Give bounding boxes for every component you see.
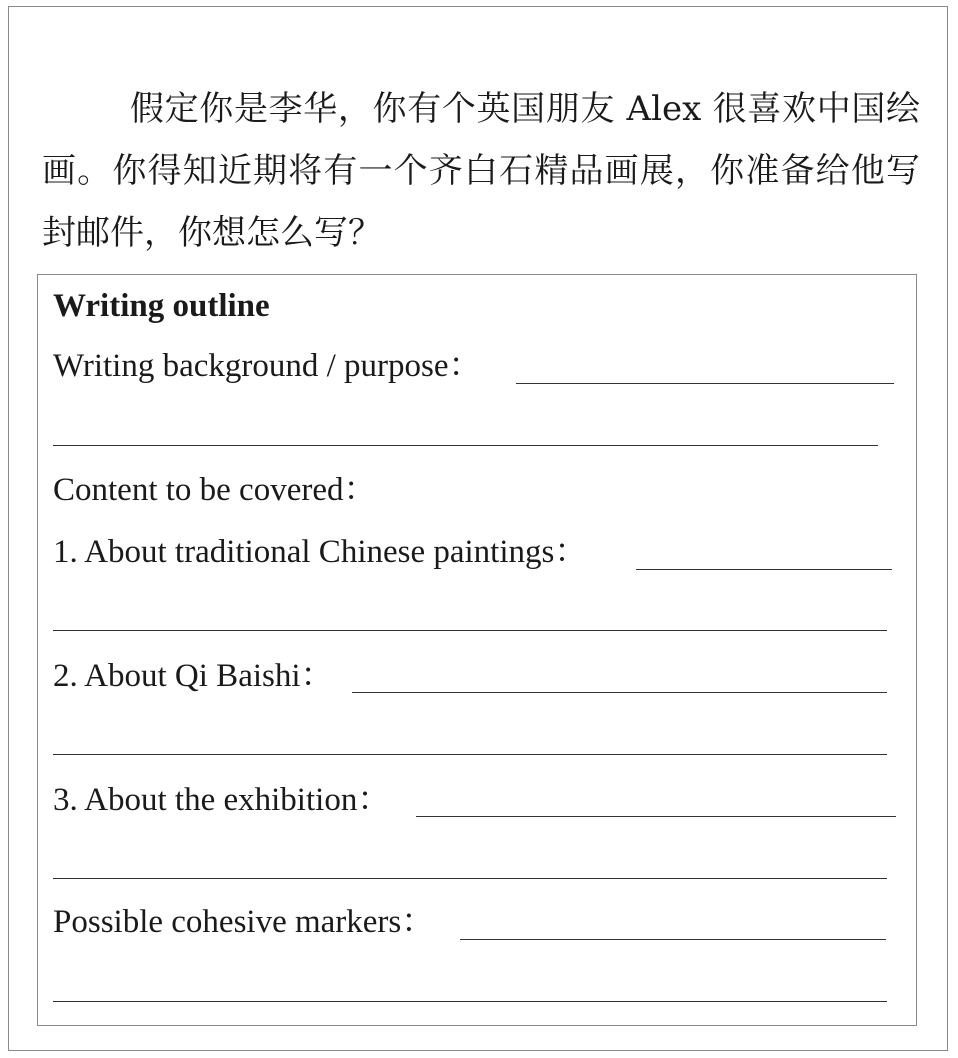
item2-label: 2. About Qi Baishi： <box>53 658 334 694</box>
item3-answer-line-1[interactable] <box>416 816 896 817</box>
item1-label: 1. About traditional Chinese paintings： <box>53 534 588 570</box>
item1-answer-line-1[interactable] <box>636 569 892 570</box>
outline-title: Writing outline <box>53 288 270 324</box>
item1-answer-line-2[interactable] <box>53 630 887 631</box>
markers-label: Possible cohesive markers： <box>53 904 435 940</box>
markers-answer-line-1[interactable] <box>460 939 886 940</box>
content-label: Content to be covered： <box>53 472 377 508</box>
item3-answer-line-2[interactable] <box>53 878 887 879</box>
background-answer-line-1[interactable] <box>516 383 894 384</box>
item2-answer-line-1[interactable] <box>352 692 887 693</box>
background-answer-line-2[interactable] <box>53 445 878 446</box>
background-label: Writing background / purpose： <box>53 348 482 384</box>
item2-answer-line-2[interactable] <box>53 754 887 755</box>
markers-answer-line-2[interactable] <box>53 1001 887 1002</box>
writing-prompt: 假定你是李华，你有个英国朋友 Alex 很喜欢中国绘画。你得知近期将有一个齐白石精品画展，你准备给他写封邮件，你想怎么写？ <box>42 89 920 253</box>
item3-label: 3. About the exhibition： <box>53 782 391 818</box>
